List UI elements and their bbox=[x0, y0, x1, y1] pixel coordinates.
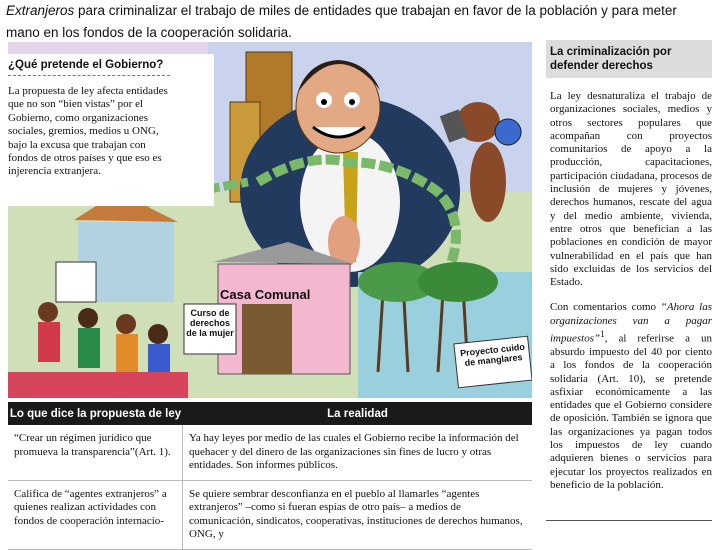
cell-ley: Califica de “agentes extranjeros” a quienes realizan actividades con fondos de cooperación internacio- bbox=[8, 481, 183, 549]
curso-sign: Curso de derechos de la mujer bbox=[186, 308, 234, 338]
casa-comunal-sign: Casa Comunal bbox=[220, 287, 311, 302]
intro-italic: Extranjeros bbox=[6, 3, 75, 18]
question-title: ¿Qué pretende el Gobierno? bbox=[8, 59, 170, 76]
p2-post: , al referirse a un absurdo impuesto del 40 por ciento a los fondos de la cooperación solidaria (Art. 10), se pretende asfixiar económicamente a las entidades que el Gobierno considere de oposición. También se ignora que las organizaciones ya pagan todos los impuestos de ley cuando adquieren bienes o servicios para ejecutar los proyectos realizados en beneficio de la población. bbox=[550, 332, 712, 491]
proyecto-sign: Proyecto cuido de manglares bbox=[459, 341, 526, 368]
sidebar-paragraph-1: La ley desnaturaliza el trabajo de organizaciones sociales, medios y otros sectores populares que acompañan con proyectos comunitarios de apoyo a la producción, capacitaciones, participación ciudadana, procesos de inclusión de mujeres y jóvenes, derechos humanos, rescate del agua y del medio ambiente, vivienda, entre otros que benefician a las poblaciones en condición de mayor vulnerabilidad en el país que han sido excluidas de los servicios del Estado. bbox=[550, 90, 712, 289]
intro-text: para criminalizar el trabajo de miles de entidades que trabajan en favor de la población y para meter mano en los fondos de la cooperación solidaria. bbox=[6, 3, 677, 40]
sidebar-box bbox=[546, 40, 712, 492]
cell-realidad: Ya hay leyes por medio de las cuales el Gobierno recibe la información del quehacer y del dinero de las organizaciones sin fines de lucro y otras entidades. Son informes públicos. bbox=[189, 432, 519, 471]
comparison-table bbox=[8, 402, 532, 550]
table-header bbox=[8, 402, 532, 425]
sidebar-title: La criminalización por defender derechos bbox=[546, 40, 712, 78]
p2-footnote-ref: 1 bbox=[600, 329, 605, 340]
table-row bbox=[8, 425, 532, 481]
intro-paragraph bbox=[6, 0, 712, 44]
p2-pre: Con comentarios como bbox=[550, 301, 661, 314]
cell-ley: “Crear un régimen jurídico que promueva la transparencia”(Art. 1). bbox=[8, 425, 183, 480]
table-row bbox=[8, 481, 532, 550]
cell-realidad: Se quiere sembrar desconfianza en el pueblo al llamarles “agentes extranjeros” –como si fueran espías de otro país– a medios de comunicación, sindicatos, cooperativas, instituciones de derechos humanos, ONG, y bbox=[189, 487, 523, 540]
header-ley: Lo que dice la propuesta de ley bbox=[9, 407, 182, 420]
sidebar-divider bbox=[546, 520, 712, 524]
header-realidad: La realidad bbox=[327, 407, 388, 420]
question-body: La propuesta de ley afecta entidades que no son “bien vistas” por el Gobierno, como organizaciones sociales, gremios, medios u ONG, bajo la excusa que trabajan con fondos de otros países y que eso es injerencia extranjera. bbox=[8, 85, 168, 178]
p2-quote: “Ahora las organizaciones van a pagar impuestos” bbox=[550, 301, 712, 345]
question-box bbox=[8, 54, 214, 206]
sidebar-paragraph-2 bbox=[550, 301, 712, 492]
